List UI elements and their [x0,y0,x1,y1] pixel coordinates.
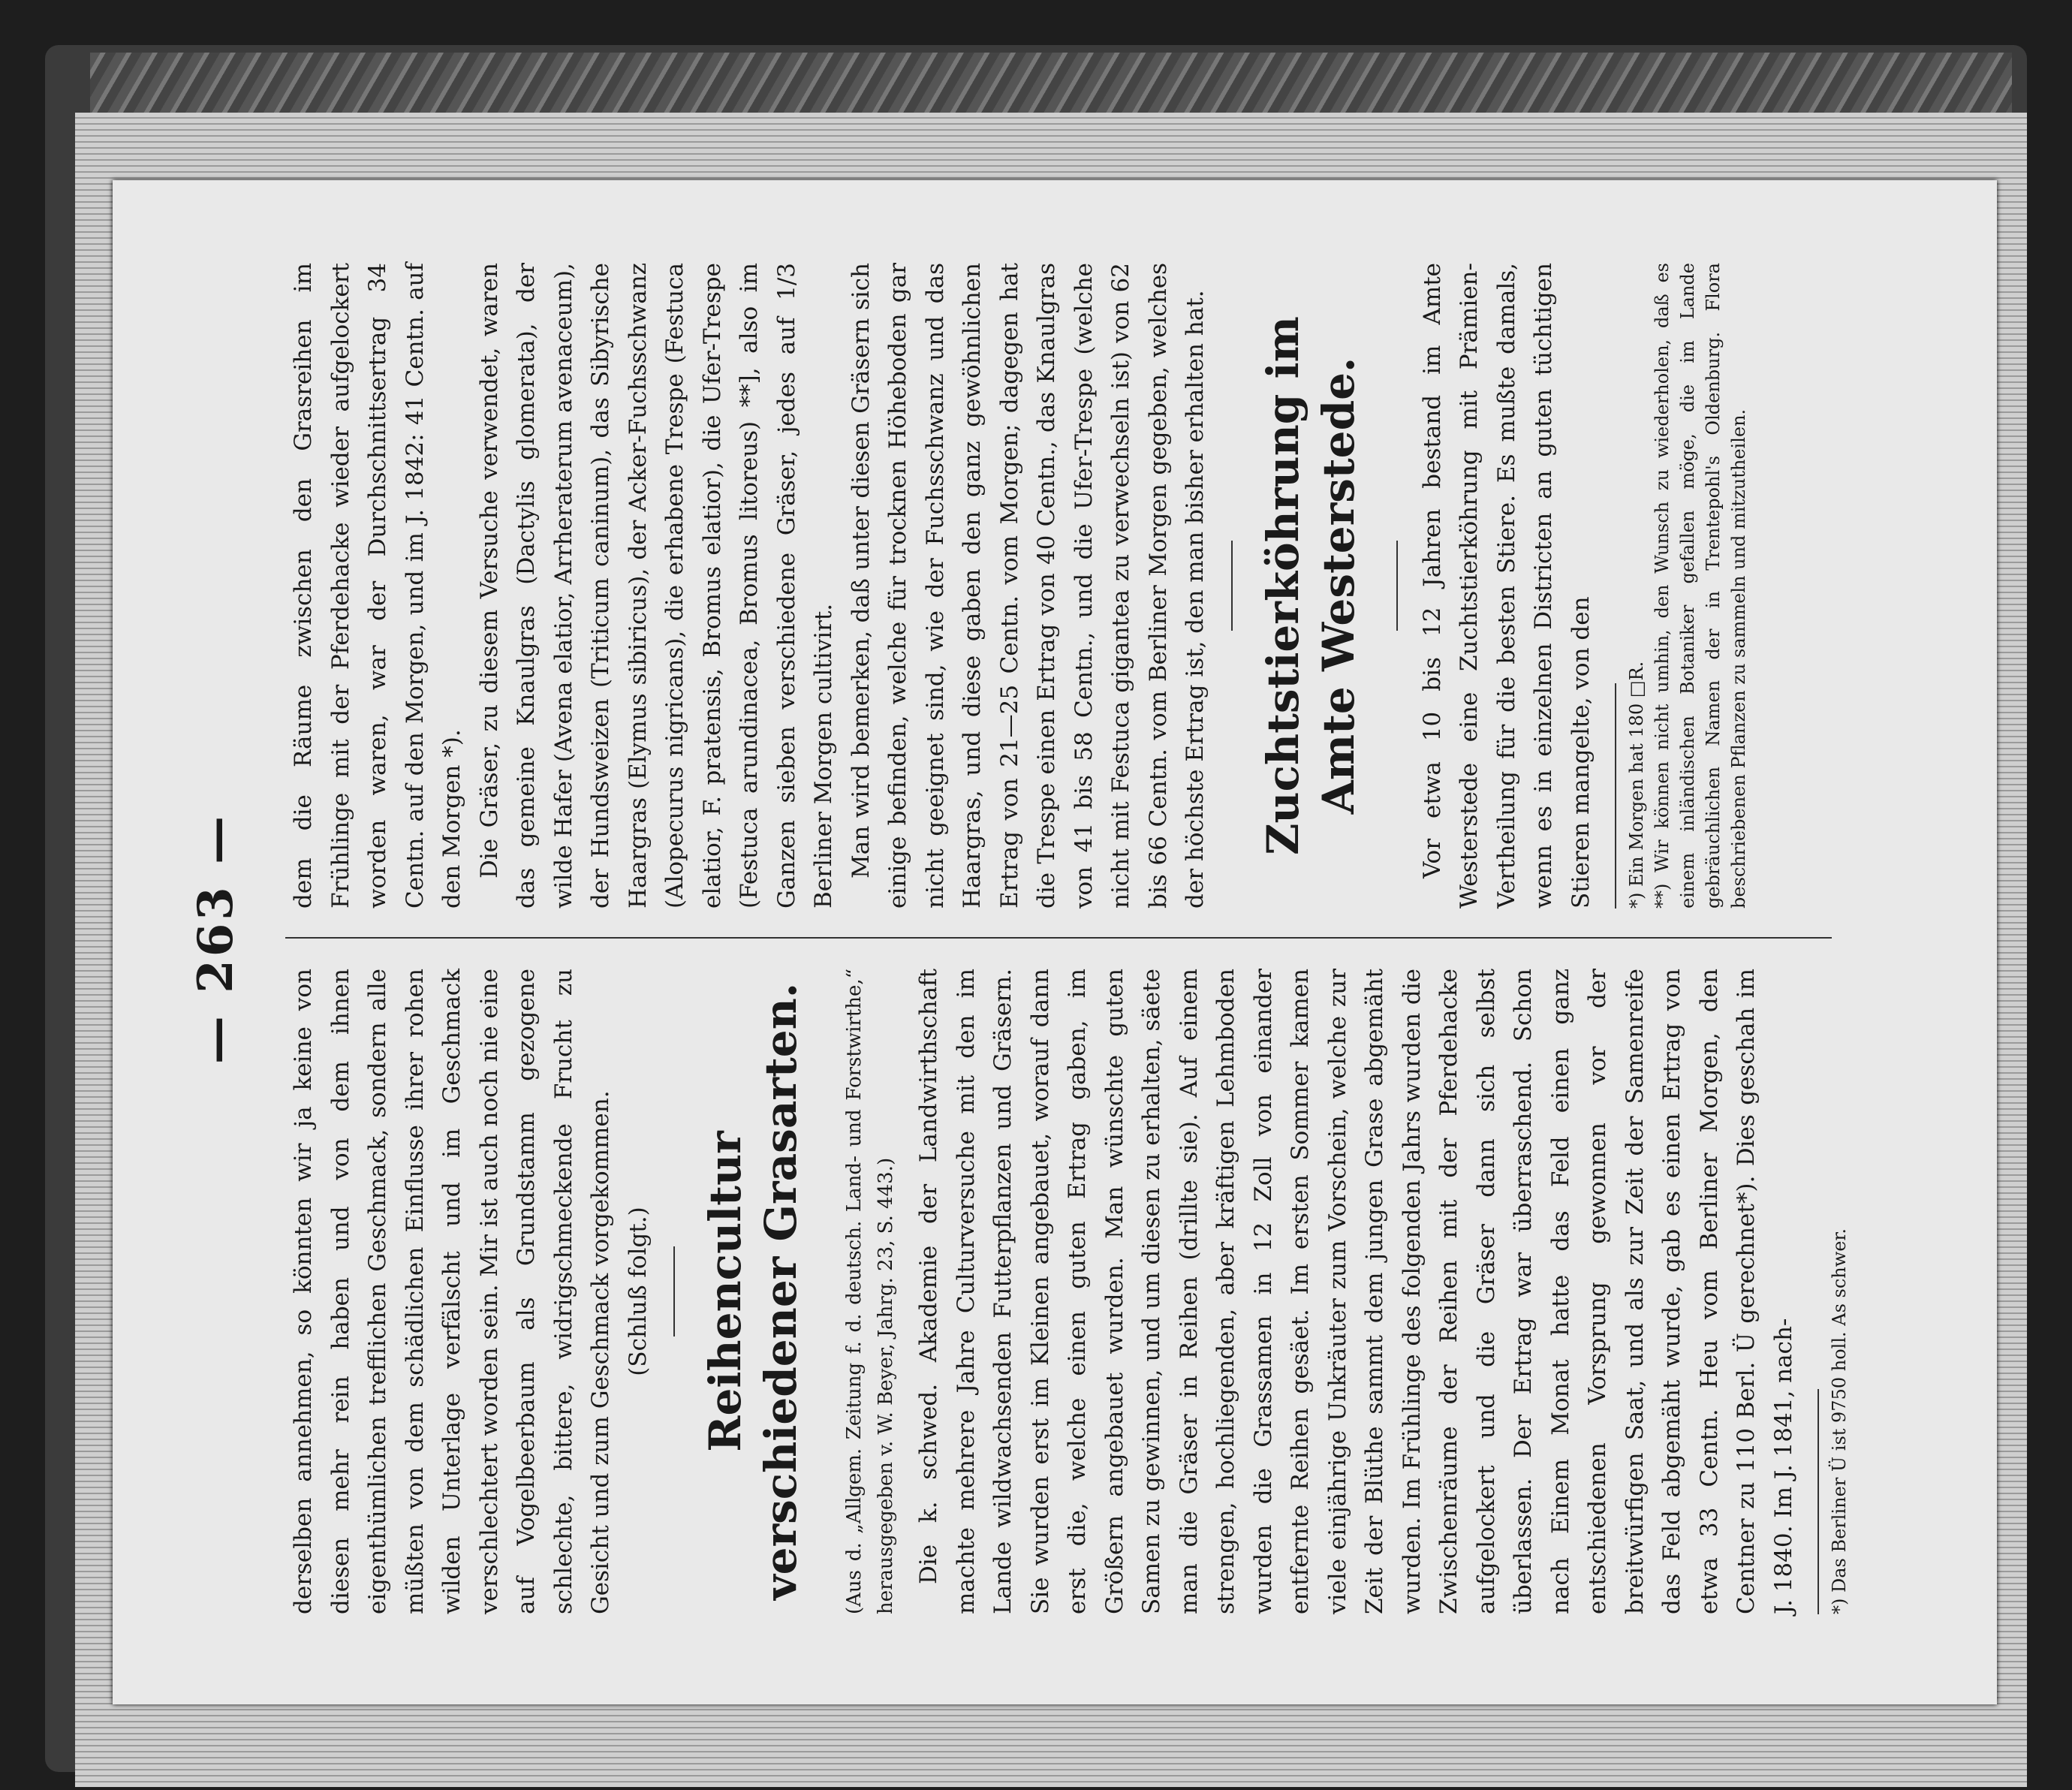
right-footnote-1: *) Ein Morgen hat 180 □R. [1626,661,1647,909]
right-paragraph-4: Vor etwa 10 bis 12 Jahren bestand im Amte Westerstede eine Zuchtstierköhrung mit Prämien-Vertheilung für die besten Stiere. Es mußte damals, wenn es in einzelnen Districten an guten tüchtigen Stieren mangelte, von den [1418,263,1595,909]
article-headline: Reihencultur verschiedener Grasarten. [700,982,806,1601]
page-content [188,263,1914,1614]
continued-note: (Schluß folgt.) [624,1207,652,1376]
article-source: (Aus d. „Allgem. Zeitung f. d. deutsch. Land- und Forstwirthe,“ herausgegeben v. W. Beyer, Jahrg. 23, S. 443.) [843,969,897,1614]
right-paragraph-2: Die Gräser, zu diesem Versuche verwendet, waren das gemeine Knaulgras (Dactylis glomerata), der wilde Hafer (Avena elatior, Arrheraterum avenaceum), der Hundsweizen (Triticum caninum), das Sibyrische Haargras (Elymus sibiricus), der Acker-Fuchsschwanz (Alopecurus nigricans), die erhabene Trespe (Festuca elatior, F. pratensis, Bromus elatior), die Ufer-Trespe (Festuca arundinacea, Bromus litoreus) **], also im Ganzen sieben verschiedene Gräser, jedes auf 1/3 Berliner Morgen cultivirt. [475,263,837,909]
section-divider [673,1246,675,1336]
right-paragraph-3: Man wird bemerken, daß unter diesen Gräsern sich einige befinden, welche für trocknen Höheboden gar nicht geeignet sind, wie der Fuchsschwanz und das Haargras, und diese gaben den ganz gewöhnlichen Ertrag von 21—25 Centn. vom Morgen; dagegen hat die Trespe einen Ertrag von 40 Centn., das Knaulgras von 41 bis 58 Centn., und die Ufer-Trespe (welche nicht mit Festuca gigantea zu verwechseln ist) von 62 bis 66 Centn. vom Berliner Morgen gegeben, welches der höchste Ertrag ist, den man bisher erhalten hat. [847,263,1209,909]
article-headline-2: Zuchtstierköhrung im Amte Westerstede. [1257,316,1364,855]
left-paragraph-1: derselben annehmen, so könnten wir ja keine von diesen mehr rein haben und von dem ihnen eigenthümlichen trefflichen Geschmack, sondern alle müßten von dem schädlichen Einflusse ihrer rohen wilden Unterlage verfälscht und im Geschmack verschlechtert worden sein. Mir ist auch noch nie eine auf Vogelbeerbaum als Grundstamm gezogene schlechte, bittere, widrigschmeckende Frucht zu Gesicht und zum Geschmack vorgekommen. [290,969,614,1614]
footnote-rule [1818,1389,1819,1614]
right-footnote-2: **) Wir können nicht umhin, den Wunsch zu wiederholen, daß es einem inländischen Botaniker gefallen möge, die im Lande gebräuchlichen Namen der in Trentepohl's Oldenburg. Flora beschriebenen Pflanzen zu sammeln und mitzutheilen. [1652,263,1749,909]
left-footnote: *) Das Berliner Ü ist 9750 holl. As schwer. [1829,1228,1850,1614]
footnote-rule-2 [1615,683,1616,909]
section-divider-3 [1396,541,1398,631]
book-page [113,180,1997,1704]
right-paragraph-1: dem die Räume zwischen den Grasreihen im Frühlinge mit der Pferdehacke wieder aufgelockert worden waren, war der Durchschnittsertrag 34 Centn. auf den Morgen, und im J. 1842: 41 Centn. auf den Morgen *). [290,263,465,909]
left-column [285,969,1907,1614]
page-number: — 263 — [188,812,244,1065]
right-column [285,263,1907,909]
column-rule [285,937,1832,939]
left-paragraph-2: Die k. schwed. Akademie der Landwirthschaft machte mehrere Jahre Culturversuche mit den im Lande wildwachsenden Futterpflanzen und Gräsern. Sie wurden erst im Kleinen angebauet, worauf dann erst die, welche einen guten Ertrag gaben, im Größern angebauet wurden. Man wünschte guten Samen zu gewinnen, und um diesen zu erhalten, säete man die Gräser in Reihen (drillte sie). Auf einem strengen, hochliegenden, aber kräftigen Lehmboden wurden die Grassamen in 12 Zoll von einander entfernte Reihen gesäet. Im ersten Sommer kamen viele einjährige Unkräuter zum Vorschein, welche zur Zeit der Blüthe sammt dem jungen Grase abgemäht wurden. Im Frühlinge des folgenden Jahrs wurden die Zwischenräume der Reihen mit der Pferdehacke aufgelockert und die Gräser dann sich selbst überlassen. Der Ertrag war überraschend. Schon nach Einem Monat hatte das Feld einen ganz entschiedenen Vorsprung gewonnen vor der breitwürfigen Saat, und als zur Zeit der Samenreife das Feld abgemäht wurde, gab es einen Ertrag von etwa 33 Centn. Heu vom Berliner Morgen, den Centner zu 110 Berl. Ü gerechnet*). Dies geschah im J. 1840. Im J. 1841, nach- [915,969,1797,1614]
section-divider-2 [1231,541,1233,631]
